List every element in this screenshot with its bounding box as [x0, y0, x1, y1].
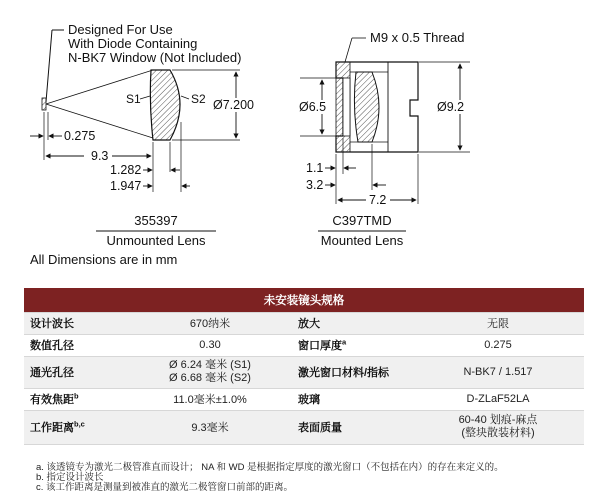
aspheric-lens — [150, 70, 180, 140]
value-window-thickness: 0.275 — [412, 334, 584, 356]
label-window-material: 激光窗口材料/指标 — [292, 356, 412, 388]
part-number-c397tmd: C397TMD — [332, 213, 392, 228]
value-design-wavelength: 670纳米 — [128, 312, 292, 334]
dim-1947: 1.947 — [110, 179, 142, 193]
table-row — [24, 388, 584, 410]
unmounted-lens-diagram — [30, 22, 260, 248]
footnote-a: a. 该透镜专为激光二极管准直而设计； NA 和 WD 是根据指定厚度的激光窗口（不包括在内）的存在来定义的。 — [36, 462, 504, 473]
label-surface-quality: 表面质量 — [292, 410, 412, 444]
label-effective-focal-length: 有效焦距$^b$ — [24, 388, 128, 410]
table-row — [24, 312, 584, 334]
value-glass: D-ZLaF52LA — [412, 388, 584, 410]
spec-table-header — [24, 288, 584, 312]
label-window-thickness: 窗口厚度$^a$ — [292, 334, 412, 356]
callout-line-2: With Diode Containing — [68, 36, 198, 51]
footnote-ref-a: a — [342, 337, 347, 347]
footnote-ref-b: b — [74, 391, 79, 401]
label-numerical-aperture: 数值孔径 — [24, 334, 128, 356]
s1-label: S1 — [126, 92, 141, 106]
diameter-7200: Ø7.200 — [213, 98, 255, 112]
value-magnification: 无限 — [412, 312, 584, 334]
surface-quality-line-1: 60-40 划痕-麻点 — [458, 414, 538, 426]
table-row — [24, 410, 584, 444]
label-magnification: 放大 — [292, 312, 412, 334]
dim-0275: 0.275 — [64, 129, 96, 143]
diode-window — [42, 98, 46, 110]
mounted-lens-diagram — [298, 30, 472, 248]
part-number-355397: 355397 — [134, 213, 178, 228]
value-clear-aperture — [128, 356, 292, 388]
value-surface-quality — [412, 410, 584, 444]
dim-93: 9.3 — [91, 149, 109, 163]
diameter-92: Ø9.2 — [437, 100, 465, 114]
label-glass: 玻璃 — [292, 388, 412, 410]
dim-72: 7.2 — [369, 193, 387, 207]
beam-edge-bottom — [46, 104, 153, 138]
label-clear-aperture: 通光孔径 — [24, 356, 128, 388]
units-note: All Dimensions are in mm — [30, 252, 178, 267]
s2-label: S2 — [191, 92, 206, 106]
footnote-c: c. 该工作距离是测量到被准直的激光二极管窗口前部的距离。 — [36, 482, 294, 493]
clear-aperture-s1: Ø 6.24 毫米 (S1) — [169, 359, 251, 371]
footnote-b: b. 指定设计波长 — [36, 472, 104, 483]
dim-11: 1.1 — [306, 161, 324, 175]
value-window-material: N-BK7 / 1.517 — [412, 356, 584, 388]
dim-32: 3.2 — [306, 178, 324, 192]
callout-leader — [46, 30, 52, 102]
table-row — [24, 356, 584, 388]
footnote-ref-bc: b,c — [74, 419, 85, 429]
spec-table — [24, 288, 584, 445]
value-effective-focal-length: 11.0毫米±1.0% — [128, 388, 292, 410]
dim-1282: 1.282 — [110, 163, 142, 177]
value-working-distance: 9.3毫米 — [128, 410, 292, 444]
table-row — [24, 334, 584, 356]
surface-quality-line-2: (整块散装材料) — [461, 427, 535, 439]
value-numerical-aperture: 0.30 — [128, 334, 292, 356]
callout-line-3: N-BK7 Window (Not Included) — [68, 50, 242, 65]
caption-mounted: Mounted Lens — [320, 233, 404, 248]
clear-aperture-s2: Ø 6.68 毫米 (S2) — [169, 372, 251, 384]
caption-unmounted: Unmounted Lens — [106, 233, 206, 248]
diameter-65: Ø6.5 — [299, 100, 327, 114]
label-design-wavelength: 设计波长 — [24, 312, 128, 334]
label-working-distance: 工作距离$^{b,c}$ — [24, 410, 128, 444]
thread-label: M9 x 0.5 Thread — [370, 30, 465, 45]
mounted-aspheric-lens — [354, 72, 379, 142]
spec-table-title: 未安装镜头规格 — [24, 288, 584, 312]
footnotes — [36, 463, 596, 493]
callout-line-1: Designed For Use — [68, 22, 173, 37]
